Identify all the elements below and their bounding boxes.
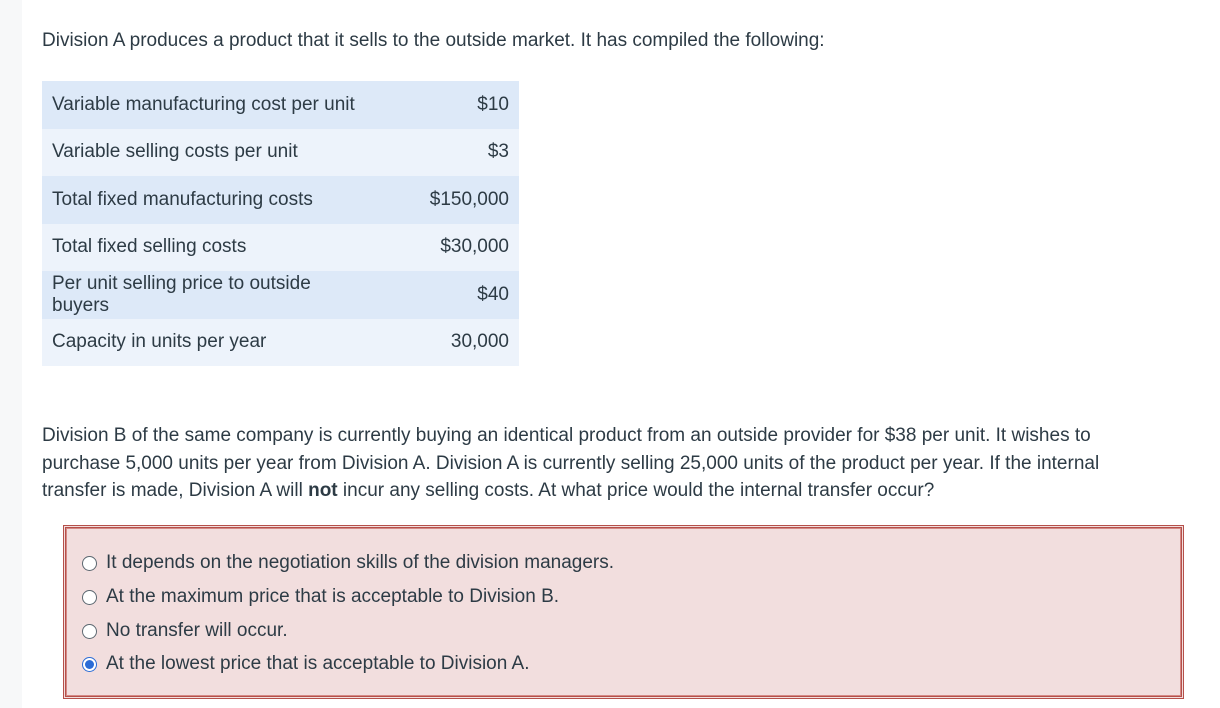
question-part-2: incur any selling costs. At what price would the internal transfer occur?: [337, 480, 935, 501]
answer-label: At the maximum price that is acceptable to Division B.: [106, 586, 560, 607]
row-label: Capacity in units per year: [42, 319, 382, 367]
radio-button-selected-icon[interactable]: [82, 657, 97, 672]
table-row: [42, 129, 519, 177]
table-row: [42, 224, 519, 272]
cost-data-table: [42, 81, 519, 366]
row-value: $30,000: [382, 224, 519, 272]
row-value: $150,000: [382, 176, 519, 224]
radio-button-icon[interactable]: [82, 624, 97, 639]
question-part-1: Division B of the same company is currently buying an identical product from an outside provider for $38 per unit. It wishes to purchase 5,000 units per year from Division A. Division A is currently selling 25,000 units of the product per year. If the internal transfer is made, Division A will: [42, 425, 1100, 501]
table-row: [42, 81, 519, 129]
answer-choices-incorrect: [63, 525, 1184, 699]
answer-option-4[interactable]: [82, 653, 530, 675]
row-label: Total fixed selling costs: [42, 224, 382, 272]
radio-button-icon[interactable]: [82, 590, 97, 605]
answer-label: It depends on the negotiation skills of the division managers.: [106, 552, 615, 573]
table-row: [42, 176, 519, 224]
answer-option-3[interactable]: [82, 620, 288, 642]
answer-label: No transfer will occur.: [106, 620, 288, 641]
intro-text: Division A produces a product that it sells to the outside market. It has compiled the following:: [42, 30, 825, 51]
radio-button-icon[interactable]: [82, 556, 97, 571]
left-gutter: [0, 0, 22, 708]
row-label: Per unit selling price to outside buyers: [42, 271, 382, 319]
table-row: [42, 319, 519, 367]
table-row: [42, 271, 519, 319]
row-value: $40: [382, 271, 519, 319]
question-text: [42, 422, 1162, 505]
row-value: $10: [382, 81, 519, 129]
row-value: 30,000: [382, 319, 519, 367]
question-bold: not: [308, 480, 338, 501]
answer-label: At the lowest price that is acceptable to Division A.: [106, 653, 530, 674]
answer-option-2[interactable]: [82, 586, 559, 608]
row-label: Total fixed manufacturing costs: [42, 176, 382, 224]
row-label: Variable selling costs per unit: [42, 129, 382, 177]
answer-option-1[interactable]: [82, 552, 614, 574]
row-label: Variable manufacturing cost per unit: [42, 81, 382, 129]
row-value: $3: [382, 129, 519, 177]
